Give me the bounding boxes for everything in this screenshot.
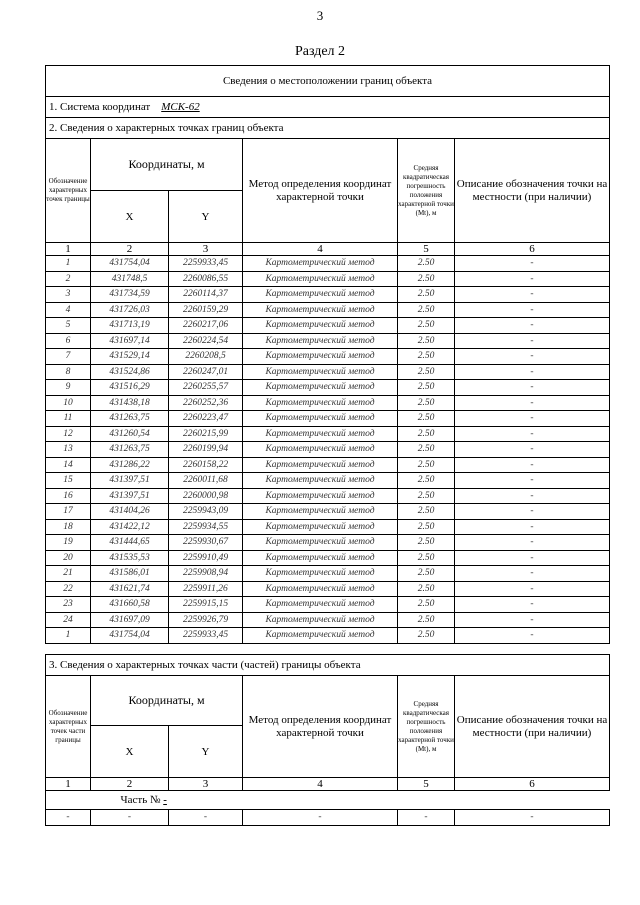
method-cell: Картометрический метод [243,426,398,442]
method-cell: Картометрический метод [243,395,398,411]
table-row [46,442,610,458]
coordinate-system-row [46,97,610,118]
description-cell: - [455,411,610,427]
y-cell: 2259926,79 [169,612,243,628]
method-cell: Картометрический метод [243,333,398,349]
x-cell: 431422,12 [91,519,169,535]
point-number-cell: 6 [46,333,91,349]
error-cell: 2.50 [398,256,455,272]
table-row [46,271,610,287]
y-cell: 2259943,09 [169,504,243,520]
point-number-cell: 12 [46,426,91,442]
header-coords: Координаты, м [91,139,243,191]
point-number-cell: 16 [46,488,91,504]
method-cell: Картометрический метод [243,318,398,334]
y-cell: 2259933,45 [169,628,243,644]
method-cell: Картометрический метод [243,380,398,396]
table-row [46,287,610,303]
part-number-value: - [163,794,167,806]
method-cell: Картометрический метод [243,550,398,566]
description-cell: - [455,256,610,272]
method-cell: Картометрический метод [243,628,398,644]
description-cell: - [455,380,610,396]
point-number-cell: 24 [46,612,91,628]
error-cell: 2.50 [398,426,455,442]
table-row [46,457,610,473]
y-cell: 2259930,67 [169,535,243,551]
point-number-cell: 4 [46,302,91,318]
method-cell: Картометрический метод [243,457,398,473]
y-cell: 2259933,45 [169,256,243,272]
y-cell: 2259934,55 [169,519,243,535]
error-cell: 2.50 [398,535,455,551]
header-method: Метод определения координат характерной точки [243,139,398,243]
x-cell: 431444,65 [91,535,169,551]
header-part-description: Описание обозначения точки на местности (при наличии) [455,676,610,778]
x-cell: 431748,5 [91,271,169,287]
y-cell: 2260011,68 [169,473,243,489]
table-row [46,364,610,380]
header-error: Средняя квадратическая погрешность положения характерной точки (Mt), м [398,139,455,243]
x-cell: 431586,01 [91,566,169,582]
y-cell: 2259911,26 [169,581,243,597]
point-number-cell: 19 [46,535,91,551]
description-cell: - [455,364,610,380]
point-number-cell: 18 [46,519,91,535]
x-cell: 431529,14 [91,349,169,365]
error-cell: 2.50 [398,488,455,504]
error-cell: 2.50 [398,457,455,473]
method-cell: Картометрический метод [243,287,398,303]
error-cell: 2.50 [398,566,455,582]
error-cell: 2.50 [398,318,455,334]
description-cell: - [455,395,610,411]
boundary-table [45,65,610,644]
description-cell: - [455,271,610,287]
header-y: Y [169,191,243,243]
point-number-cell: 17 [46,504,91,520]
description-cell: - [455,302,610,318]
method-cell: Картометрический метод [243,473,398,489]
y-cell: 2259910,49 [169,550,243,566]
x-cell: 431697,14 [91,333,169,349]
method-cell: Картометрический метод [243,612,398,628]
point-number-cell: 23 [46,597,91,613]
coordinate-system-label: 1. Система координат [49,101,151,113]
part-column-numbers-row [46,778,610,791]
col-number: 1 [46,778,91,791]
description-cell: - [455,333,610,349]
table-row [46,380,610,396]
parts-table [45,654,610,826]
col-number: 4 [243,243,398,256]
description-cell: - [455,318,610,334]
y-cell: 2260158,22 [169,457,243,473]
description-cell: - [455,566,610,582]
method-cell: Картометрический метод [243,364,398,380]
x-cell: 431754,04 [91,628,169,644]
x-cell: 431713,19 [91,318,169,334]
x-cell: 431516,29 [91,380,169,396]
x-cell: 431524,86 [91,364,169,380]
error-cell: 2.50 [398,411,455,427]
col-number: 5 [398,243,455,256]
table-title: Сведения о местоположении границ объекта [46,66,610,97]
error-cell: 2.50 [398,287,455,303]
x-cell: 431438,18 [91,395,169,411]
description-cell: - [455,287,610,303]
point-number-cell: 11 [46,411,91,427]
header-part-point-name: Обозначение характерных точек части границы [46,676,91,778]
table-row [46,504,610,520]
description-cell: - [455,488,610,504]
y-cell: 2259908,94 [169,566,243,582]
y-cell: 2260086,55 [169,271,243,287]
col-number: 5 [398,778,455,791]
part-number-row [46,791,610,810]
description-cell: - [455,504,610,520]
table-row [46,488,610,504]
point-number-cell: 8 [46,364,91,380]
description-cell: - [455,349,610,365]
parts-heading: 3. Сведения о характерных точках части (частей) границы объекта [46,655,610,676]
description-cell: - [455,519,610,535]
x-cell: 431286,22 [91,457,169,473]
x-cell: 431734,59 [91,287,169,303]
table-row [46,628,610,644]
table-row [46,473,610,489]
y-cell: 2260208,5 [169,349,243,365]
point-number-cell: 2 [46,271,91,287]
point-number-cell: 7 [46,349,91,365]
error-cell: 2.50 [398,364,455,380]
column-numbers-row [46,243,610,256]
col-number: 1 [46,243,91,256]
table-row [46,550,610,566]
description-cell: - [455,442,610,458]
method-cell: Картометрический метод [243,581,398,597]
table-row [46,519,610,535]
header-part-method: Метод определения координат характерной точки [243,676,398,778]
error-cell: 2.50 [398,628,455,644]
y-cell: 2260252,36 [169,395,243,411]
description-cell: - [455,612,610,628]
col-number: 3 [169,243,243,256]
error-cell: 2.50 [398,380,455,396]
description-cell: - [455,550,610,566]
point-number-cell: 22 [46,581,91,597]
method-cell: Картометрический метод [243,504,398,520]
table-row [46,318,610,334]
points-heading: 2. Сведения о характерных точках границ объекта [46,118,610,139]
y-cell: 2260247,01 [169,364,243,380]
error-cell: 2.50 [398,504,455,520]
point-number-cell: 21 [46,566,91,582]
col-number: 6 [455,243,610,256]
y-cell: 2260000,98 [169,488,243,504]
x-cell: 431263,75 [91,411,169,427]
col-number: 2 [91,778,169,791]
header-part-coords: Координаты, м [91,676,243,726]
point-number-cell: 10 [46,395,91,411]
description-cell: - [455,628,610,644]
x-cell: 431397,51 [91,473,169,489]
x-cell: 431404,26 [91,504,169,520]
method-cell: Картометрический метод [243,302,398,318]
error-cell: 2.50 [398,581,455,597]
col-number: 6 [455,778,610,791]
x-cell: 431260,54 [91,426,169,442]
description-cell: - [455,581,610,597]
description-cell: - [455,473,610,489]
y-cell: 2260217,06 [169,318,243,334]
point-number-cell: 1 [46,628,91,644]
error-cell: 2.50 [398,271,455,287]
header-part-error: Средняя квадратическая погрешность положения характерной точки (Mt), м [398,676,455,778]
y-cell: 2260215,99 [169,426,243,442]
page-number: 3 [316,8,324,23]
table-row [46,566,610,582]
error-cell: 2.50 [398,597,455,613]
y-cell: 2260199,94 [169,442,243,458]
y-cell: 2260223,47 [169,411,243,427]
table-row [46,535,610,551]
point-number-cell: 9 [46,380,91,396]
table-row [46,411,610,427]
x-cell: 431754,04 [91,256,169,272]
table-row [46,302,610,318]
point-number-cell: 14 [46,457,91,473]
method-cell: Картометрический метод [243,271,398,287]
table-row [46,612,610,628]
part-number [91,791,610,810]
table-row [46,349,610,365]
coordinate-system-value: МСК-62 [161,101,200,113]
part-empty-row [46,810,610,826]
y-cell: 2260159,29 [169,302,243,318]
description-cell: - [455,457,610,473]
y-cell: 2260255,57 [169,380,243,396]
table-row [46,426,610,442]
part-cell: - [46,810,91,826]
point-number-cell: 20 [46,550,91,566]
table-row [46,256,610,272]
method-cell: Картометрический метод [243,411,398,427]
part-number-label: Часть № [120,794,161,806]
part-cell: - [91,810,169,826]
method-cell: Картометрический метод [243,597,398,613]
error-cell: 2.50 [398,550,455,566]
x-cell: 431726,03 [91,302,169,318]
table-row [46,395,610,411]
method-cell: Картометрический метод [243,256,398,272]
point-number-cell: 5 [46,318,91,334]
error-cell: 2.50 [398,612,455,628]
method-cell: Картометрический метод [243,442,398,458]
col-number: 4 [243,778,398,791]
method-cell: Картометрический метод [243,349,398,365]
point-number-cell: 15 [46,473,91,489]
header-point-name: Обозначение характерных точек границы [46,139,91,243]
y-cell: 2260114,37 [169,287,243,303]
description-cell: - [455,597,610,613]
header-part-y: Y [169,726,243,778]
part-cell: - [169,810,243,826]
part-cell: - [455,810,610,826]
header-part-x: X [91,726,169,778]
error-cell: 2.50 [398,302,455,318]
method-cell: Картометрический метод [243,566,398,582]
description-cell: - [455,535,610,551]
error-cell: 2.50 [398,333,455,349]
error-cell: 2.50 [398,473,455,489]
section-title: Раздел 2 [294,44,346,59]
x-cell: 431263,75 [91,442,169,458]
x-cell: 431397,51 [91,488,169,504]
point-number-cell: 13 [46,442,91,458]
table-row [46,581,610,597]
y-cell: 2259915,15 [169,597,243,613]
error-cell: 2.50 [398,395,455,411]
part-cell: - [243,810,398,826]
description-cell: - [455,426,610,442]
method-cell: Картометрический метод [243,519,398,535]
header-x: X [91,191,169,243]
error-cell: 2.50 [398,442,455,458]
x-cell: 431660,58 [91,597,169,613]
method-cell: Картометрический метод [243,535,398,551]
error-cell: 2.50 [398,349,455,365]
error-cell: 2.50 [398,519,455,535]
col-number: 3 [169,778,243,791]
x-cell: 431697,09 [91,612,169,628]
table-row [46,597,610,613]
col-number: 2 [91,243,169,256]
point-number-cell: 3 [46,287,91,303]
header-description: Описание обозначения точки на местности (при наличии) [455,139,610,243]
table-row [46,333,610,349]
x-cell: 431535,53 [91,550,169,566]
point-number-cell: 1 [46,256,91,272]
part-cell: - [398,810,455,826]
method-cell: Картометрический метод [243,488,398,504]
y-cell: 2260224,54 [169,333,243,349]
x-cell: 431621,74 [91,581,169,597]
